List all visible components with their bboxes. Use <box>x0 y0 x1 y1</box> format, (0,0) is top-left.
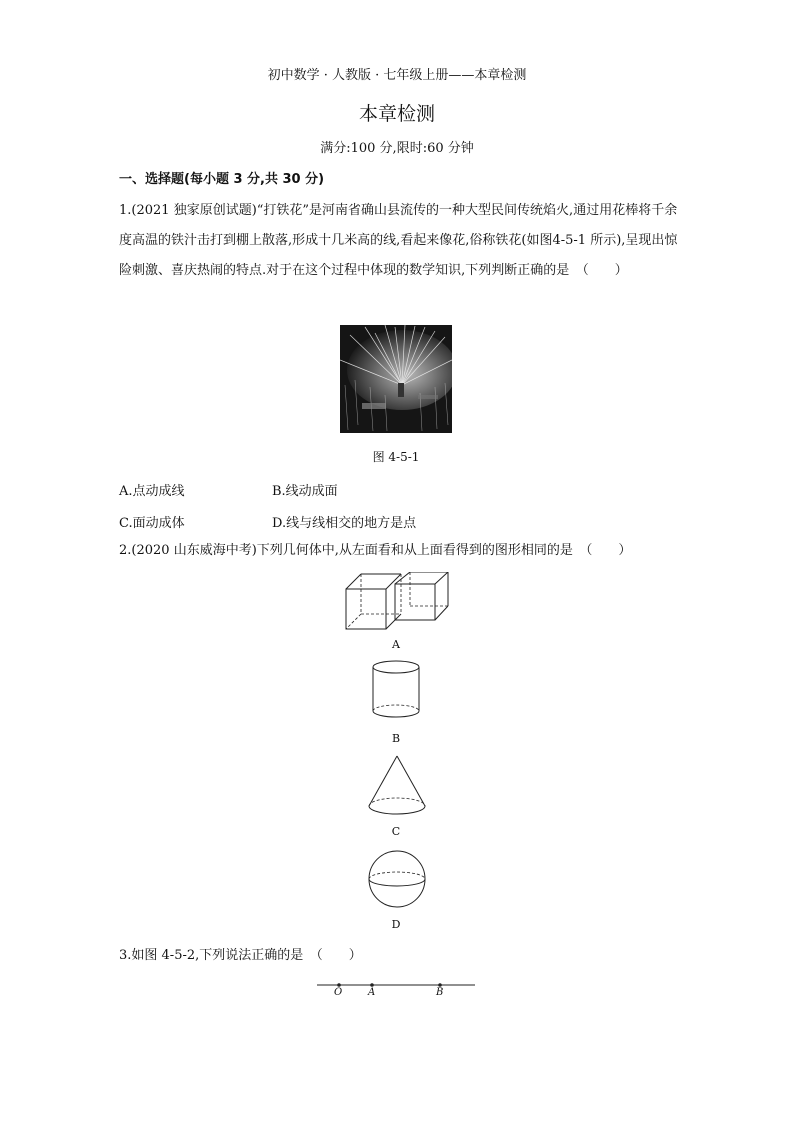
point-label-a: A <box>368 987 376 998</box>
q1-option-b[interactable]: B.线动成面 <box>272 484 338 499</box>
option-label-d: D <box>391 918 401 931</box>
point-label-b: B <box>436 987 444 998</box>
question-3-text: 3.如图 4-5-2,下列说法正确的是 （ ） <box>119 948 362 963</box>
page-header: 初中数学 · 人教版 · 七年级上册——本章检测 <box>267 68 527 83</box>
sphere-figure[interactable] <box>366 848 428 914</box>
section-heading: 一、选择题(每小题 3 分,共 30 分) <box>119 172 325 187</box>
cone-figure[interactable] <box>366 754 428 822</box>
option-label-b: B <box>391 732 401 745</box>
two-cubes-figure[interactable] <box>344 572 450 636</box>
option-label-a: A <box>392 638 400 651</box>
option-label-c: C <box>391 825 401 838</box>
page-title: 本章检测 <box>358 103 435 125</box>
cylinder-figure[interactable] <box>370 659 422 725</box>
question-1-text: 1.(2021 独家原创试题)“打铁花”是河南省确山县流传的一种大型民间传统焰火,通过用花棒将千余度高温的铁汁击打到棚上散落,形成十几米高的线,看起来像花,俗称铁花(如图4-5-1 所示),呈现出惊险刺激、喜庆热闹的特点.对于在这个过程中体现的数学知识,下列判断正确的是 （ ） <box>119 203 678 278</box>
point-label-o: O <box>334 987 343 998</box>
page-subtitle: 满分:100 分,限时:60 分钟 <box>320 141 474 156</box>
q1-option-c[interactable]: C.面动成体 <box>119 516 185 531</box>
iron-flower-photo <box>340 325 452 433</box>
q1-option-d[interactable]: D.线与线相交的地方是点 <box>272 516 417 531</box>
question-2-text: 2.(2020 山东威海中考)下列几何体中,从左面看和从上面看得到的图形相同的是 （ ） <box>119 543 632 558</box>
q1-option-a[interactable]: A.点动成线 <box>119 484 185 499</box>
figure-caption-4-5-1: 图 4-5-1 <box>372 450 420 464</box>
